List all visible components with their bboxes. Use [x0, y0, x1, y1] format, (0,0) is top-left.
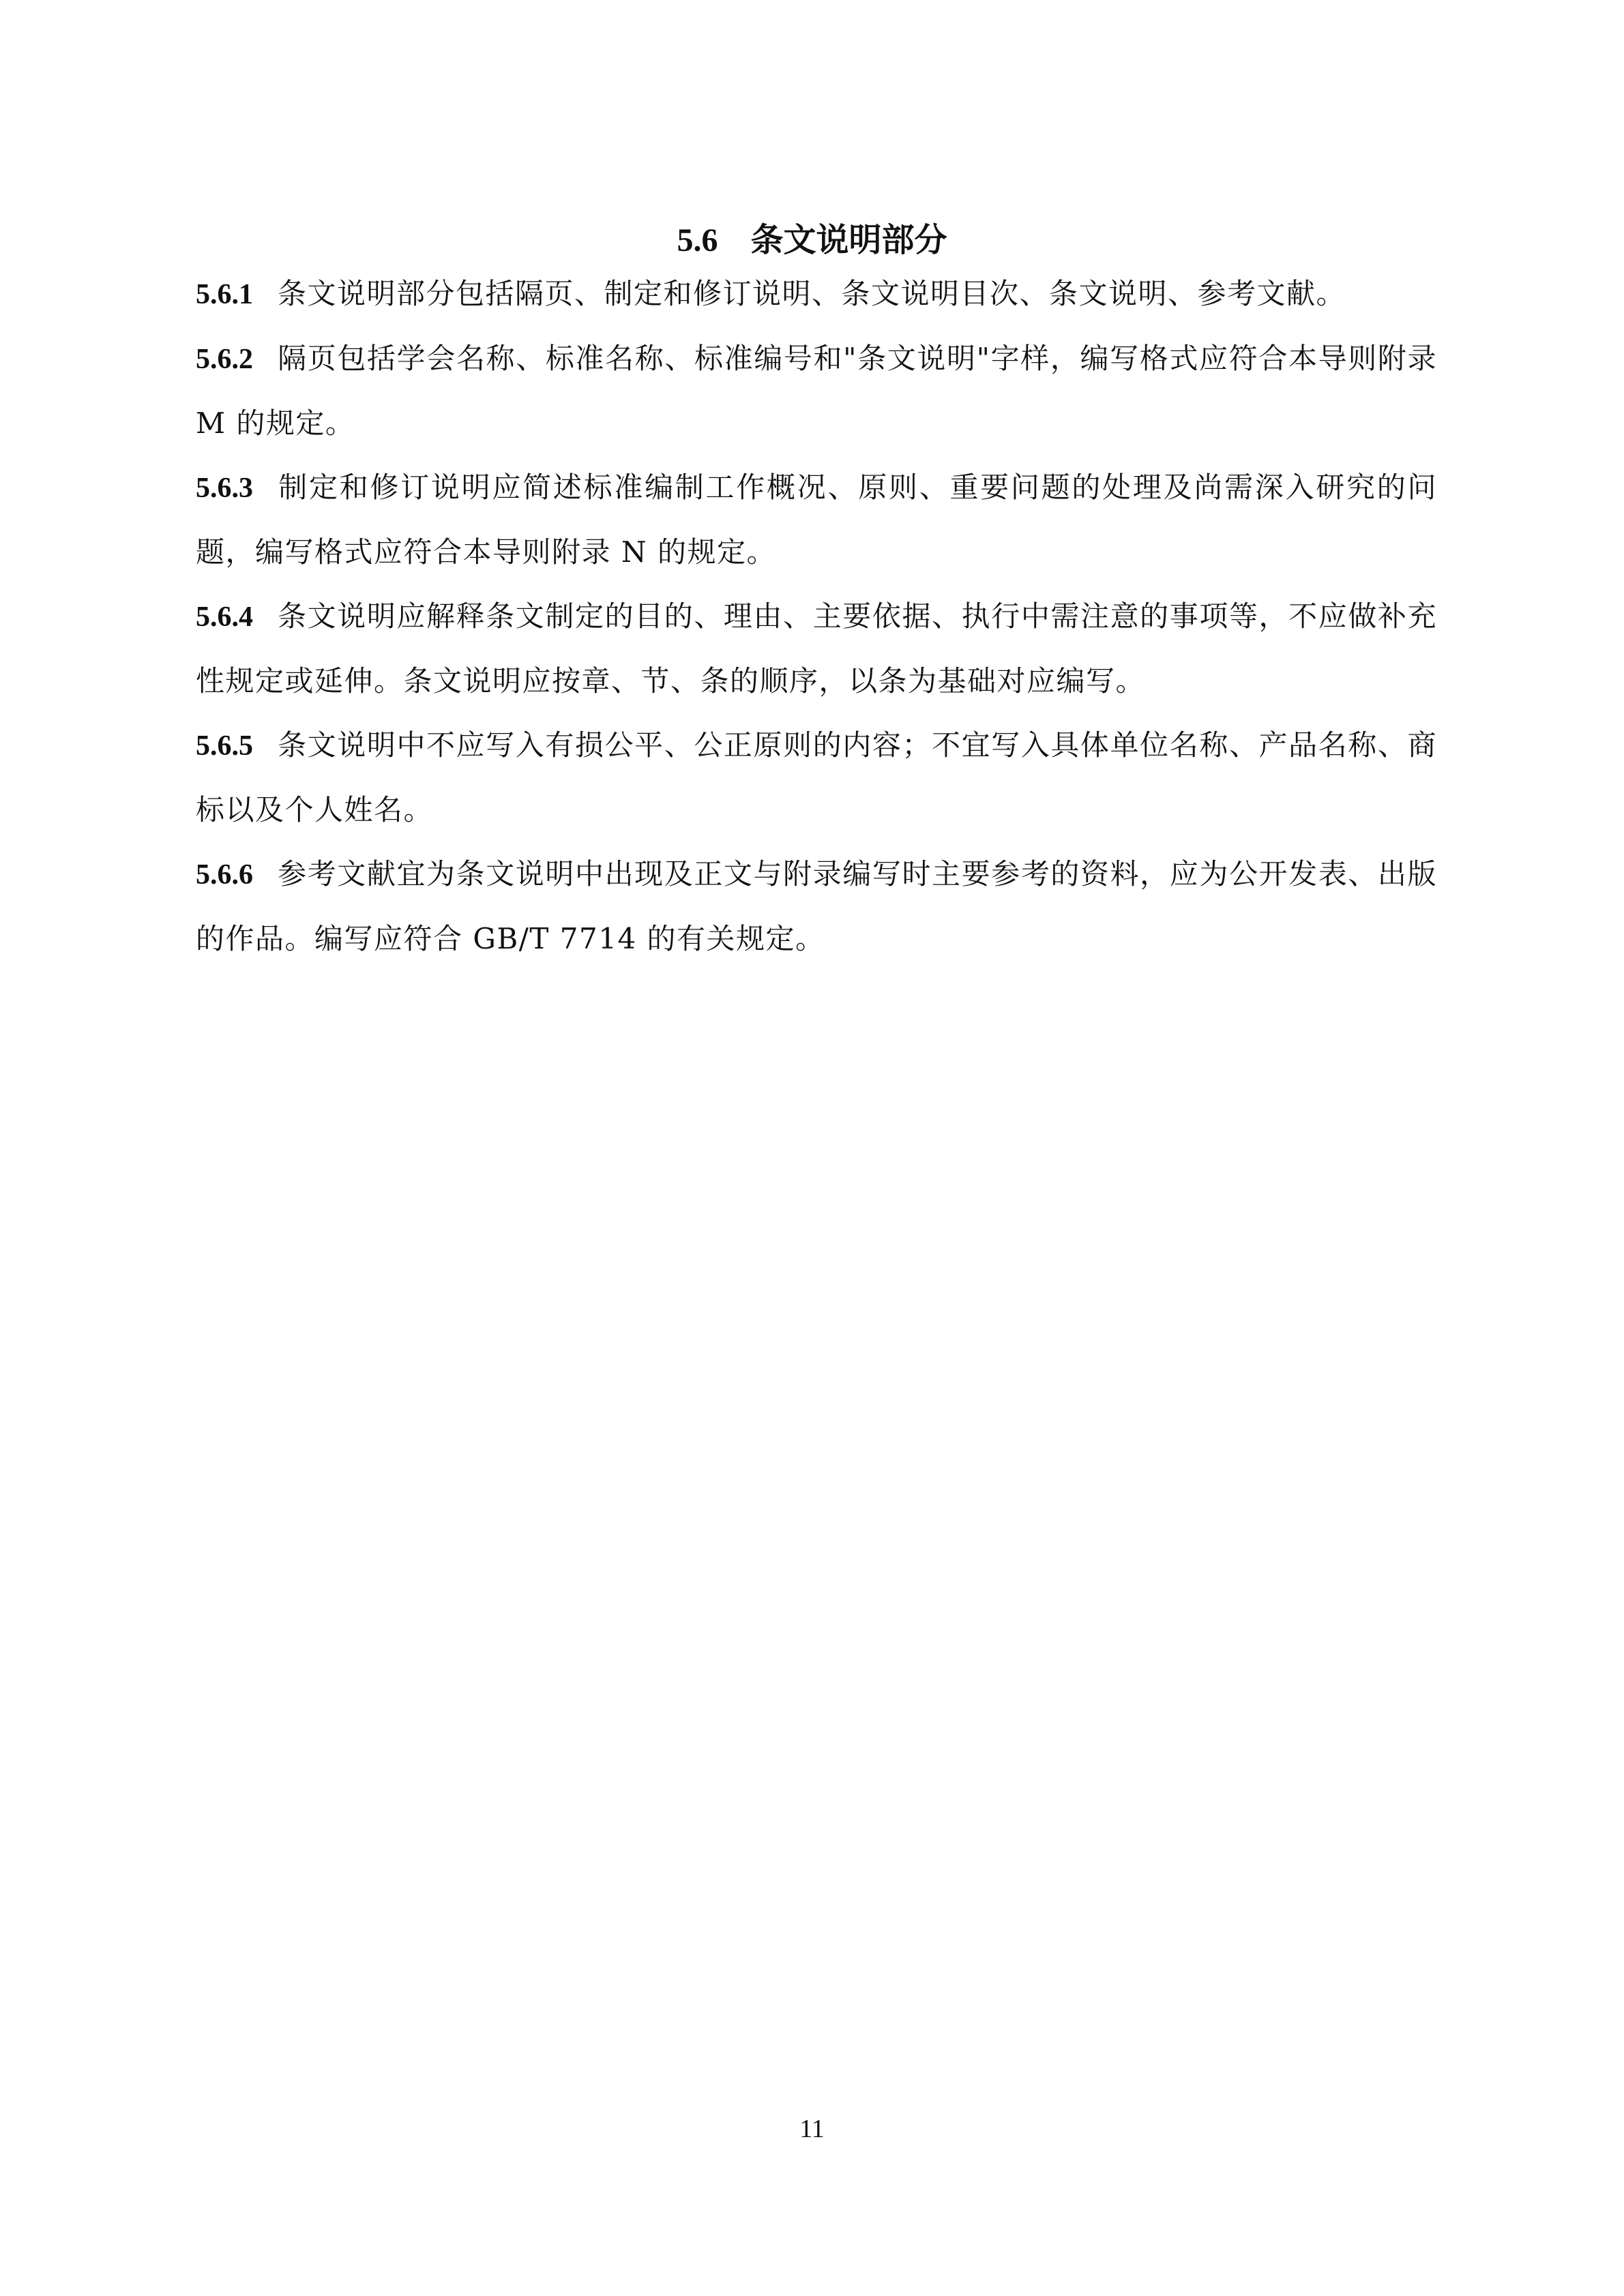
clause-5-6-4 — [196, 584, 1437, 713]
section-heading — [0, 218, 1624, 263]
clause-list — [196, 262, 1437, 971]
clause-text: 条文说明应解释条文制定的目的、理由、主要依据、执行中需注意的事项等，不应做补充性规定或延伸。条文说明应按章、节、条的顺序，以条为基础对应编写。 — [196, 599, 1437, 698]
clause-text: 制定和修订说明应简述标准编制工作概况、原则、重要问题的处理及尚需深入研究的问题，编写格式应符合本导则附录 N 的规定。 — [196, 471, 1437, 569]
page-number: 11 — [799, 2115, 825, 2143]
clause-5-6-3 — [196, 456, 1437, 584]
section-title: 条文说明部分 — [750, 220, 947, 259]
clause-5-6-6 — [196, 842, 1437, 971]
clause-number: 5.6.5 — [196, 730, 253, 762]
clause-number: 5.6.3 — [196, 473, 253, 504]
clause-number: 5.6.4 — [196, 601, 253, 633]
clause-number: 5.6.1 — [196, 279, 253, 310]
section-number: 5.6 — [677, 222, 718, 258]
clause-text: 隔页包括学会名称、标准名称、标准编号和"条文说明"字样，编写格式应符合本导则附录 M 的规定。 — [196, 342, 1437, 440]
clause-5-6-1 — [196, 262, 1437, 327]
clause-text: 条文说明中不应写入有损公平、公正原则的内容；不宜写入具体单位名称、产品名称、商标以及个人姓名。 — [196, 728, 1437, 826]
clause-number: 5.6.2 — [196, 344, 253, 375]
clause-5-6-2 — [196, 327, 1437, 456]
clause-text: 条文说明部分包括隔页、制定和修订说明、条文说明目次、条文说明、参考文献。 — [278, 277, 1346, 310]
clause-text: 参考文献宜为条文说明中出现及正文与附录编写时主要参考的资料，应为公开发表、出版的作品。编写应符合 GB/T 7714 的有关规定。 — [196, 857, 1437, 955]
clause-number: 5.6.6 — [196, 859, 253, 891]
clause-5-6-5 — [196, 713, 1437, 842]
